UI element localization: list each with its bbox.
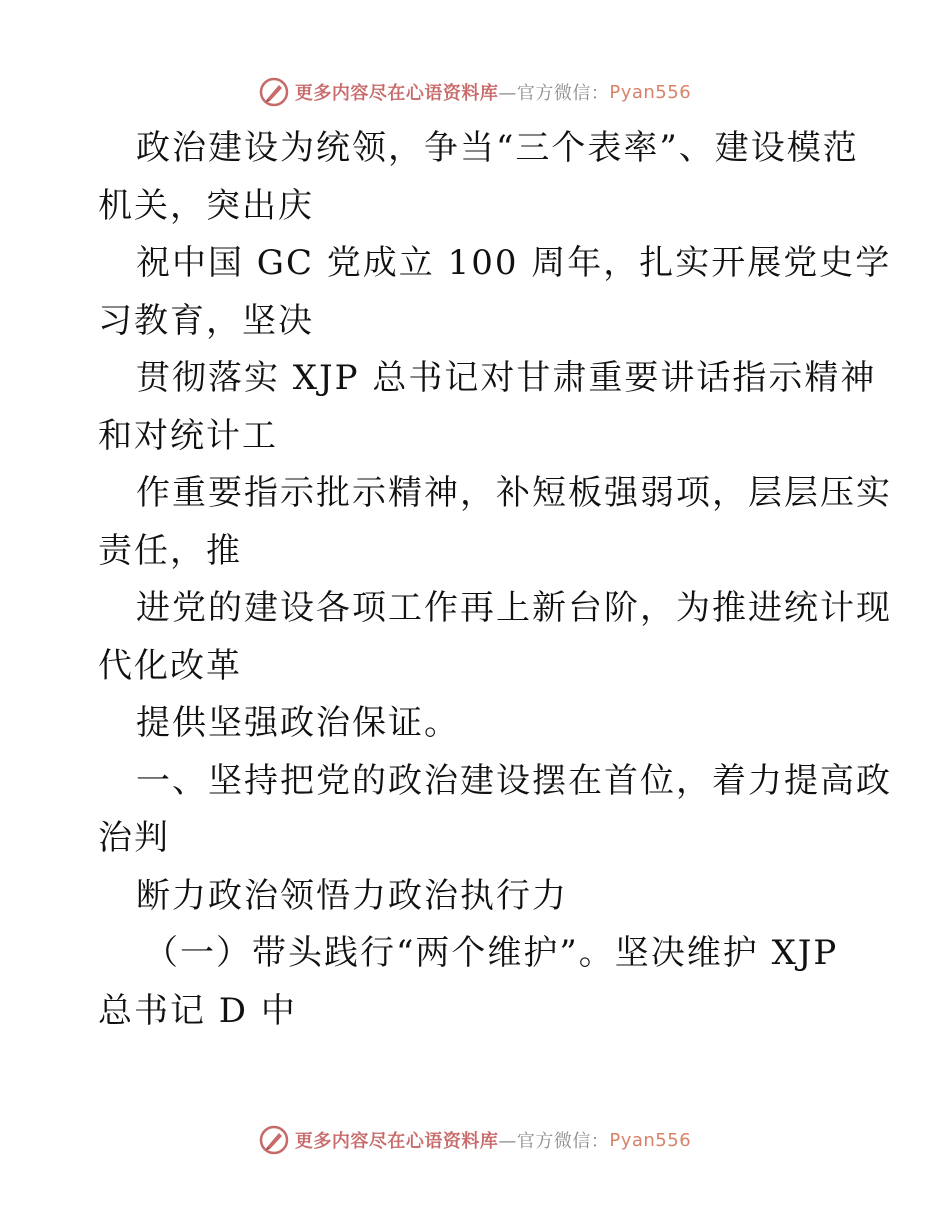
subsection-line: （一）带头践行“两个维护”。坚决维护 XJP <box>144 933 839 973</box>
body-line: 和对统计工 <box>98 415 278 456</box>
pen-logo-icon <box>259 1125 289 1155</box>
body-line: 习教育，坚决 <box>98 300 314 341</box>
body-line: 贯彻落实 XJP 总书记对甘肃重要讲话指示精神 <box>136 358 877 398</box>
body-line: 政治建设为统领，争当“三个表率”、建设模范 <box>136 128 859 168</box>
body-line: 作重要指示批示精神，补短板强弱项，层层压实 <box>136 473 892 513</box>
section-heading-line: 断力政治领悟力政治执行力 <box>136 875 568 916</box>
body-line: 进党的建设各项工作再上新台阶，为推进统计现 <box>136 588 892 628</box>
section-heading-line: 治判 <box>98 818 170 858</box>
section-heading-line: 一、坚持把党的政治建设摆在首位，着力提高政 <box>136 760 892 801</box>
watermark-header <box>0 74 950 110</box>
watermark-id-text: Pyan556 <box>609 81 692 103</box>
watermark-footer <box>0 1122 950 1158</box>
subsection-line: 总书记 D 中 <box>98 990 297 1031</box>
watermark-main-text: 更多内容尽在心语资料库 <box>294 83 499 104</box>
pen-logo-icon <box>259 77 289 107</box>
watermark-main-text: 更多内容尽在心语资料库 <box>294 1131 499 1152</box>
body-line: 提供坚强政治保证。 <box>136 703 460 743</box>
body-line: 代化改革 <box>98 645 242 686</box>
body-line: 机关，突出庆 <box>98 185 314 226</box>
body-line: 责任，推 <box>98 530 242 571</box>
document-body <box>98 120 892 1040</box>
watermark-sub-text: —官方微信： <box>498 1131 610 1152</box>
body-line: 祝中国 GC 党成立 100 周年，扎实开展党史学 <box>136 243 892 283</box>
watermark-sub-text: —官方微信： <box>498 83 610 104</box>
watermark-id-text: Pyan556 <box>609 1129 692 1151</box>
